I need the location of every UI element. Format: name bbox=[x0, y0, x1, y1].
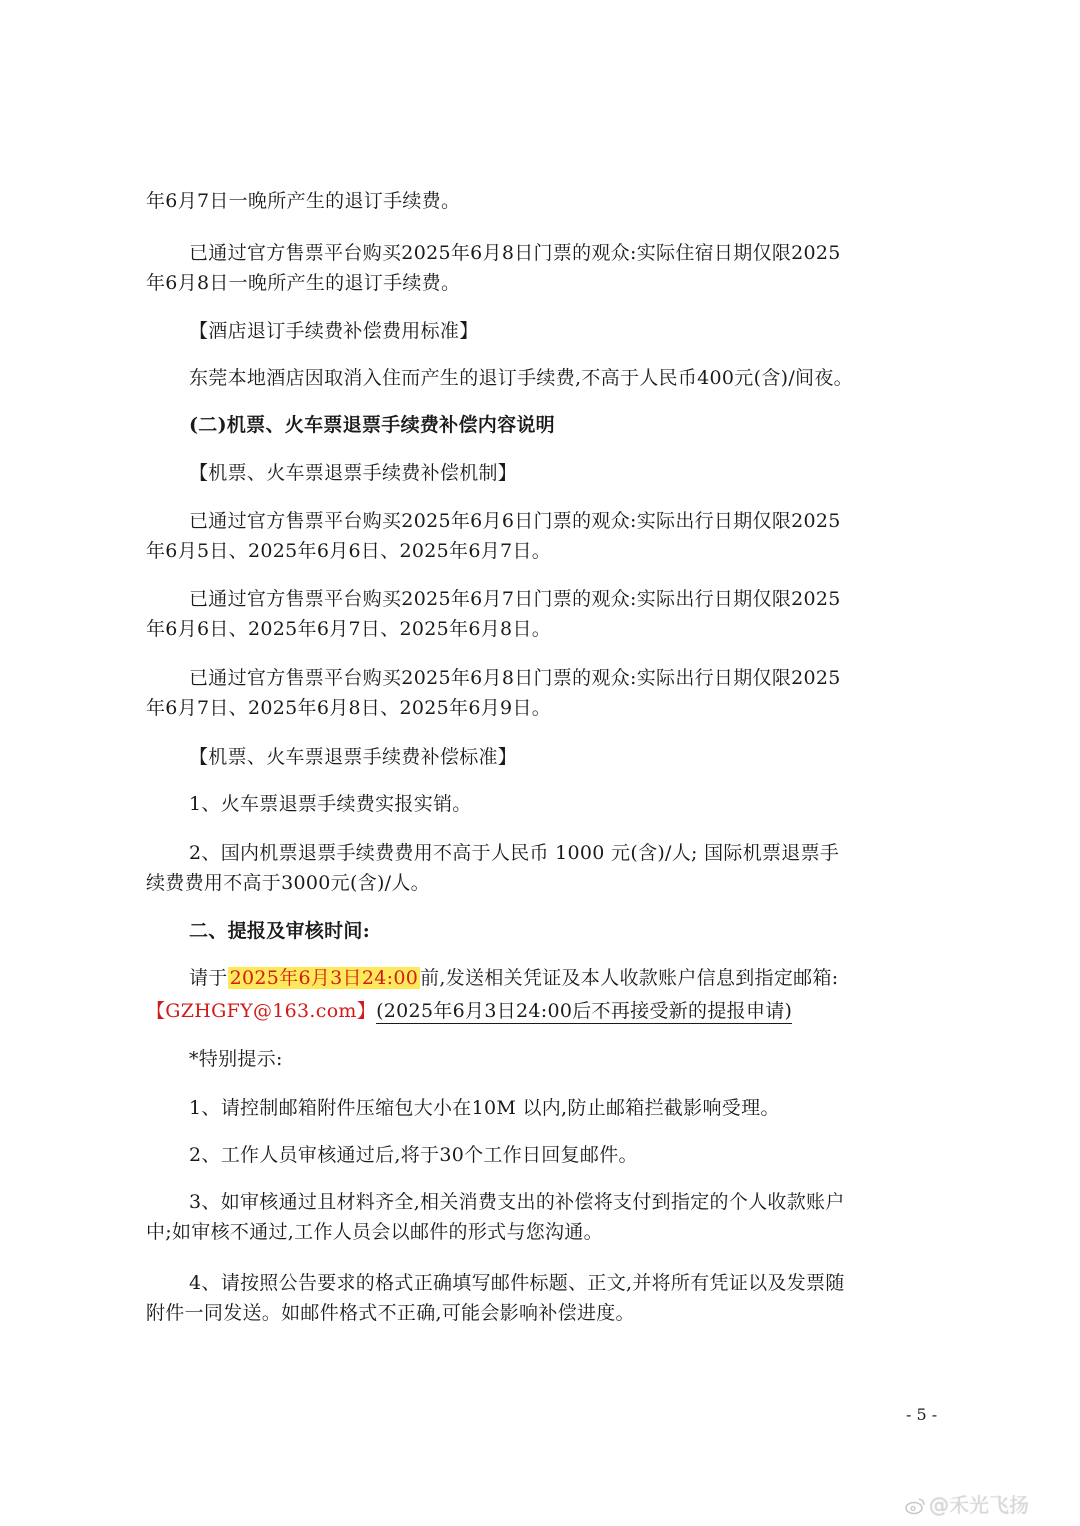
text-line: 已通过官方售票平台购买2025年6月6日门票的观众:实际出行日期仅限2025 bbox=[189, 510, 841, 532]
text-line: 已通过官方售票平台购买2025年6月7日门票的观众:实际出行日期仅限2025 bbox=[189, 588, 841, 610]
section-subheading: 【酒店退订手续费补偿费用标准】 bbox=[189, 320, 479, 342]
text-line: 年6月7日、2025年6月8日、2025年6月9日。 bbox=[146, 697, 552, 719]
text-line: 续费费用不高于3000元(含)/人。 bbox=[146, 872, 430, 894]
deadline-note: (2025年6月3日24:00后不再接受新的提报申请) bbox=[376, 1000, 793, 1022]
page-number: - 5 - bbox=[906, 1405, 938, 1424]
email-line bbox=[146, 996, 792, 1026]
list-item: 3、如审核通过且材料齐全,相关消费支出的补偿将支付到指定的个人收款账户 bbox=[189, 1191, 845, 1213]
text-line: 已通过官方售票平台购买2025年6月8日门票的观众:实际出行日期仅限2025 bbox=[189, 667, 841, 689]
list-item: 2、国内机票退票手续费费用不高于人民币 1000 元(含)/人; 国际机票退票手 bbox=[189, 842, 840, 864]
list-item: 2、工作人员审核通过后,将于30个工作日回复邮件。 bbox=[189, 1144, 638, 1166]
notice-heading: *特别提示: bbox=[189, 1048, 283, 1070]
weibo-icon bbox=[904, 1497, 926, 1515]
watermark-text: @禾光飞扬 bbox=[929, 1493, 1029, 1517]
list-item: 4、请按照公告要求的格式正确填写邮件标题、正文,并将所有凭证以及发票随 bbox=[189, 1272, 845, 1294]
text-line: 已通过官方售票平台购买2025年6月8日门票的观众:实际住宿日期仅限2025 bbox=[189, 242, 841, 264]
text-line: 年6月6日、2025年6月7日、2025年6月8日。 bbox=[146, 618, 552, 640]
text-line: 东莞本地酒店因取消入住而产生的退订手续费,不高于人民币400元(含)/间夜。 bbox=[189, 367, 853, 389]
deadline-line bbox=[189, 963, 838, 993]
section-heading: 二、提报及审核时间: bbox=[189, 920, 371, 942]
text-line: 年6月7日一晚所产生的退订手续费。 bbox=[146, 190, 461, 212]
text-span: 请于 bbox=[189, 967, 228, 989]
list-item: 1、请控制邮箱附件压缩包大小在10M 以内,防止邮箱拦截影响受理。 bbox=[189, 1097, 780, 1119]
text-line: 年6月8日一晚所产生的退订手续费。 bbox=[146, 272, 461, 294]
deadline-highlight: 2025年6月3日24:00 bbox=[229, 967, 419, 989]
section-heading: (二)机票、火车票退票手续费补偿内容说明 bbox=[189, 414, 555, 436]
text-line: 年6月5日、2025年6月6日、2025年6月7日。 bbox=[146, 540, 552, 562]
email-address: 【GZHGFY@163.com】 bbox=[146, 1000, 377, 1022]
text-line: 附件一同发送。如邮件格式不正确,可能会影响补偿进度。 bbox=[146, 1302, 635, 1324]
text-span: 前,发送相关凭证及本人收款账户信息到指定邮箱: bbox=[420, 967, 839, 989]
list-item: 1、火车票退票手续费实报实销。 bbox=[189, 793, 472, 815]
section-subheading: 【机票、火车票退票手续费补偿标准】 bbox=[189, 746, 518, 768]
text-line: 中;如审核不通过,工作人员会以邮件的形式与您沟通。 bbox=[146, 1221, 603, 1243]
watermark bbox=[904, 1489, 1029, 1518]
section-subheading: 【机票、火车票退票手续费补偿机制】 bbox=[189, 462, 518, 484]
